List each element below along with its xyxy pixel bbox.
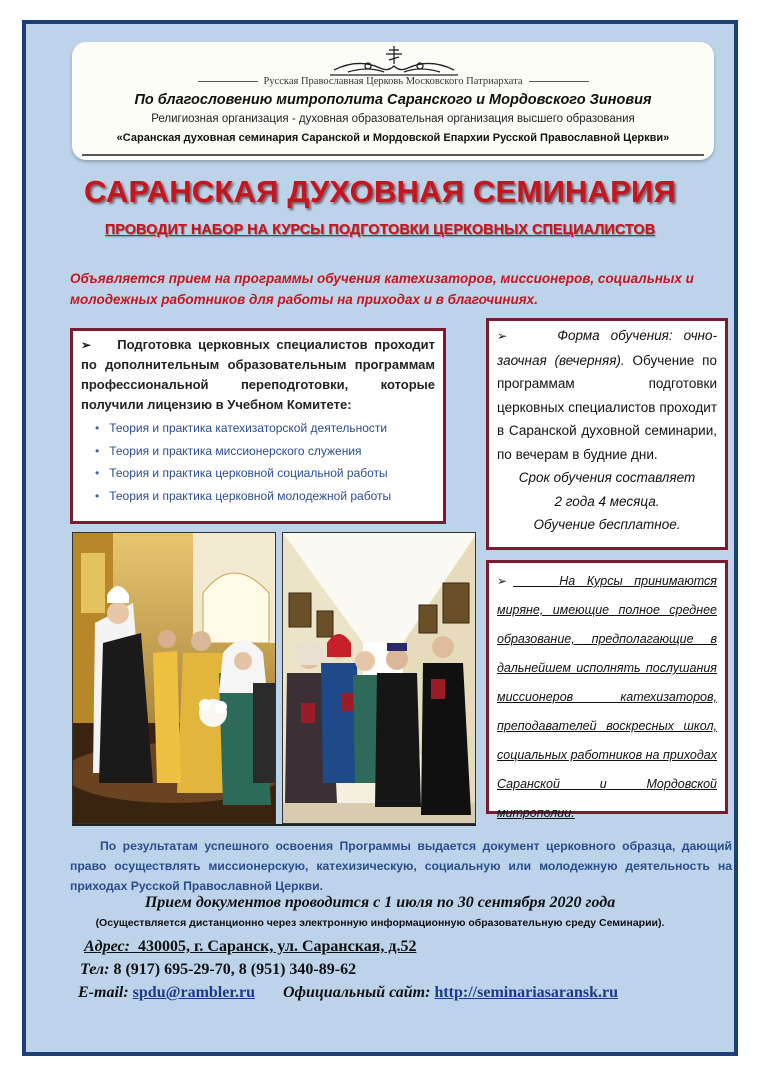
address-line xyxy=(84,938,416,956)
programs-lead xyxy=(81,335,435,415)
study-form-label: Форма обучения: очно-заочная (вечерняя). xyxy=(497,328,717,368)
study-form-box xyxy=(486,318,728,550)
site-link[interactable]: http://seminariasaransk.ru xyxy=(434,984,619,1001)
admission-description: На Курсы принимаются миряне, имеющие полное среднее образование, предполагающие в дальнейшем исполнять послушания миссионеров катехизаторов, преподавателей воскресных школ, социальных работников на приходах Саранской и Мордовской митрополии. xyxy=(497,574,717,820)
email-label: E-mail: xyxy=(78,984,129,1001)
remote-note: (Осуществляется дистанционно через электронную информационную образовательную среду Семинарии). xyxy=(95,917,665,929)
arrow-bullet-icon: ➢ xyxy=(497,574,508,588)
address-value: 430005, г. Саранск, ул. Саранская, д.52 xyxy=(137,938,417,955)
cathedral-photo xyxy=(72,532,276,824)
study-form-text xyxy=(497,324,717,466)
programs-list xyxy=(81,417,435,507)
org-type-line: Религиозная организация - духовная образовательная организация высшего образования xyxy=(151,113,635,125)
arrow-bullet-icon: ➢ xyxy=(81,338,92,352)
blessing-line: По благословению митрополита Саранского и Мордовского Зиновия xyxy=(134,92,652,108)
results-text: По результатам успешного освоения Программы выдается документ церковного образца, дающий право осуществлять миссионерскую, катехизическую, социальную или молодежную деятельность на приходах Русской Православной Церкви. xyxy=(70,839,732,893)
list-item: • Теория и практика миссионерского служения xyxy=(95,440,435,463)
list-item: • Теория и практика церковной молодежной работы xyxy=(95,485,435,508)
intro-text: Объявляется прием на программы обучения катехизаторов, миссионеров, социальных и молодежных работников для работы на приходах и в благочиниях. xyxy=(70,271,694,307)
programs-lead-text: Подготовка церковных специалистов проходит по дополнительным образовательным программам профессиональной переподготовки, которые получили лицензию в Учебном Комитете: xyxy=(81,337,435,412)
org-name-line: «Саранская духовная семинария Саранской и Мордовской Епархии Русской Православной Церкви» xyxy=(116,132,670,144)
site-label: Официальный сайт: xyxy=(282,984,431,1001)
church-line xyxy=(72,76,714,87)
cross-ornament-icon xyxy=(328,44,460,78)
admission-text xyxy=(497,567,717,828)
email-line xyxy=(78,984,718,1002)
page-subtitle: ПРОВОДИТ НАБОР НА КУРСЫ ПОДГОТОВКИ ЦЕРКОВНЫХ СПЕЦИАЛИСТОВ xyxy=(104,222,656,238)
study-form-description: Обучение по программам подготовки церковных специалистов проходит в Саранской духовной семинарии, по вечерам в будние дни. xyxy=(497,352,717,462)
page-title: САРАНСКАЯ ДУХОВНАЯ СЕМИНАРИЯ xyxy=(84,174,676,209)
phone-value: 8 (917) 695-29-70, 8 (951) 340-89-62 xyxy=(113,961,357,978)
photo-divider xyxy=(72,824,476,826)
header-card xyxy=(72,42,714,160)
divider xyxy=(198,81,258,82)
header-divider xyxy=(82,154,704,156)
programs-box xyxy=(70,328,446,524)
free-note: Обучение бесплатное. xyxy=(533,517,681,532)
divider xyxy=(529,81,589,82)
arrow-bullet-icon: ➢ xyxy=(497,329,508,343)
list-item: • Теория и практика церковной социальной работы xyxy=(95,462,435,485)
phone-line xyxy=(80,961,356,979)
acceptance-dates: Прием документов проводится с 1 июля по 30 сентября 2020 года xyxy=(144,894,616,911)
phone-label: Тел: xyxy=(80,961,110,978)
poster xyxy=(22,20,738,1056)
church-name: Русская Православная Церковь Московского Патриархата xyxy=(263,76,523,87)
duration-label: Срок обучения составляет xyxy=(518,470,696,485)
group-photo xyxy=(282,532,476,824)
list-item: • Теория и практика катехизаторской деятельности xyxy=(95,417,435,440)
address-label: Адрес: xyxy=(84,938,130,955)
duration-value: 2 года 4 месяца. xyxy=(554,493,660,509)
admission-box xyxy=(486,560,728,820)
email-link[interactable]: spdu@rambler.ru xyxy=(132,984,255,1001)
